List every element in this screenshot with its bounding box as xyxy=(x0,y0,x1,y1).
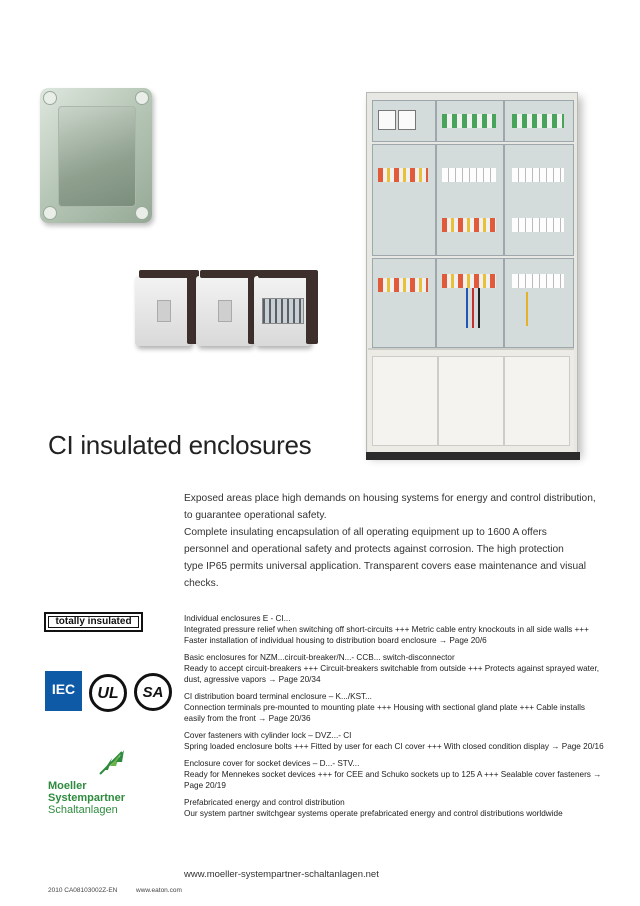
ul-logo xyxy=(89,674,127,712)
intro-line: to guarantee operational safety. xyxy=(184,510,327,521)
intro-line: checks. xyxy=(184,578,219,589)
moeller-leaf-icon xyxy=(96,748,126,778)
moeller-sub: Schaltanlagen xyxy=(48,804,118,816)
moeller-line2: Systempartner xyxy=(48,792,126,804)
intro-line: type IP65 permits universal application. Transparent covers ease maintenance and visual xyxy=(184,561,587,572)
feature-heading: Enclosure cover for socket devices – D...- STV... xyxy=(184,759,360,768)
feature-heading: Prefabricated energy and control distribution xyxy=(184,798,345,807)
feature-heading: Basic enclosures for NZM...circuit-breaker/N...- CCB... switch-disconnector xyxy=(184,653,455,662)
totally-insulated-label: totally insulated xyxy=(55,616,132,627)
moeller-line1: Moeller xyxy=(48,780,87,792)
csa-label: SA xyxy=(142,684,164,701)
feature-text: Connection terminals pre-mounted to mounting plate +++ Housing with sectional gland plate +++ Cable installs easily from the front → Page 20/36 xyxy=(184,703,585,723)
totally-insulated-badge xyxy=(44,612,143,632)
feature-heading: Individual enclosures E - CI... xyxy=(184,614,291,623)
moeller-name xyxy=(48,780,125,804)
document-code: 2010 CA08103002Z-EN xyxy=(48,887,118,894)
eaton-link[interactable]: www.eaton.com xyxy=(136,887,182,894)
feature-item xyxy=(184,730,604,752)
feature-text: Integrated pressure relief when switching off short-circuits +++ Metric cable entry knockouts in all side walls +++ Faster installation of individual housing to distribution board enclosure → Page 20/6 xyxy=(184,625,589,645)
small-enclosure-image-2 xyxy=(196,276,252,346)
page-title: CI insulated enclosures xyxy=(48,430,312,460)
feature-text: Our system partner switchgear systems operate prefabricated energy and control distributions worldwide xyxy=(184,809,563,818)
csa-logo xyxy=(134,673,172,711)
feature-heading: Cover fasteners with cylinder lock – DVZ...- CI xyxy=(184,731,352,740)
intro-line: Complete insulating encapsulation of all operating equipment up to 1600 A offers xyxy=(184,527,547,538)
feature-text: Ready to accept circuit-breakers +++ Circuit-breakers switchable from outside +++ Protects against sprayed water, dust, agressive vapors → Page 20/34 xyxy=(184,664,600,684)
iec-label: IEC xyxy=(51,681,76,697)
distribution-cabinet-image xyxy=(366,78,586,466)
feature-item xyxy=(184,613,604,646)
clear-cover-enclosure-image xyxy=(40,88,152,223)
intro-line: Exposed areas place high demands on housing systems for energy and control distribution, xyxy=(184,493,596,504)
feature-item xyxy=(184,652,604,685)
feature-item xyxy=(184,797,604,819)
feature-heading: CI distribution board terminal enclosure – K.../KST... xyxy=(184,692,372,701)
iec-logo xyxy=(45,671,82,711)
ul-label: UL xyxy=(97,685,119,702)
feature-text: Ready for Mennekes socket devices +++ for CEE and Schuko sockets up to 125 A +++ Sealable cover fasteners → Page 20/19 xyxy=(184,770,602,790)
systempartner-link[interactable]: www.moeller-systempartner-schaltanlagen.net xyxy=(184,869,379,880)
feature-text: Spring loaded enclosure bolts +++ Fitted by user for each CI cover +++ With closed condition display → Page 20/16 xyxy=(184,742,604,751)
feature-item xyxy=(184,758,604,791)
intro-text xyxy=(184,490,604,592)
feature-list xyxy=(184,613,604,825)
feature-item xyxy=(184,691,604,724)
small-enclosure-image-1 xyxy=(135,276,191,346)
intro-line: personnel and operational safety and protects against corrosion. The high protection xyxy=(184,544,564,555)
small-enclosure-image-3 xyxy=(254,276,310,346)
